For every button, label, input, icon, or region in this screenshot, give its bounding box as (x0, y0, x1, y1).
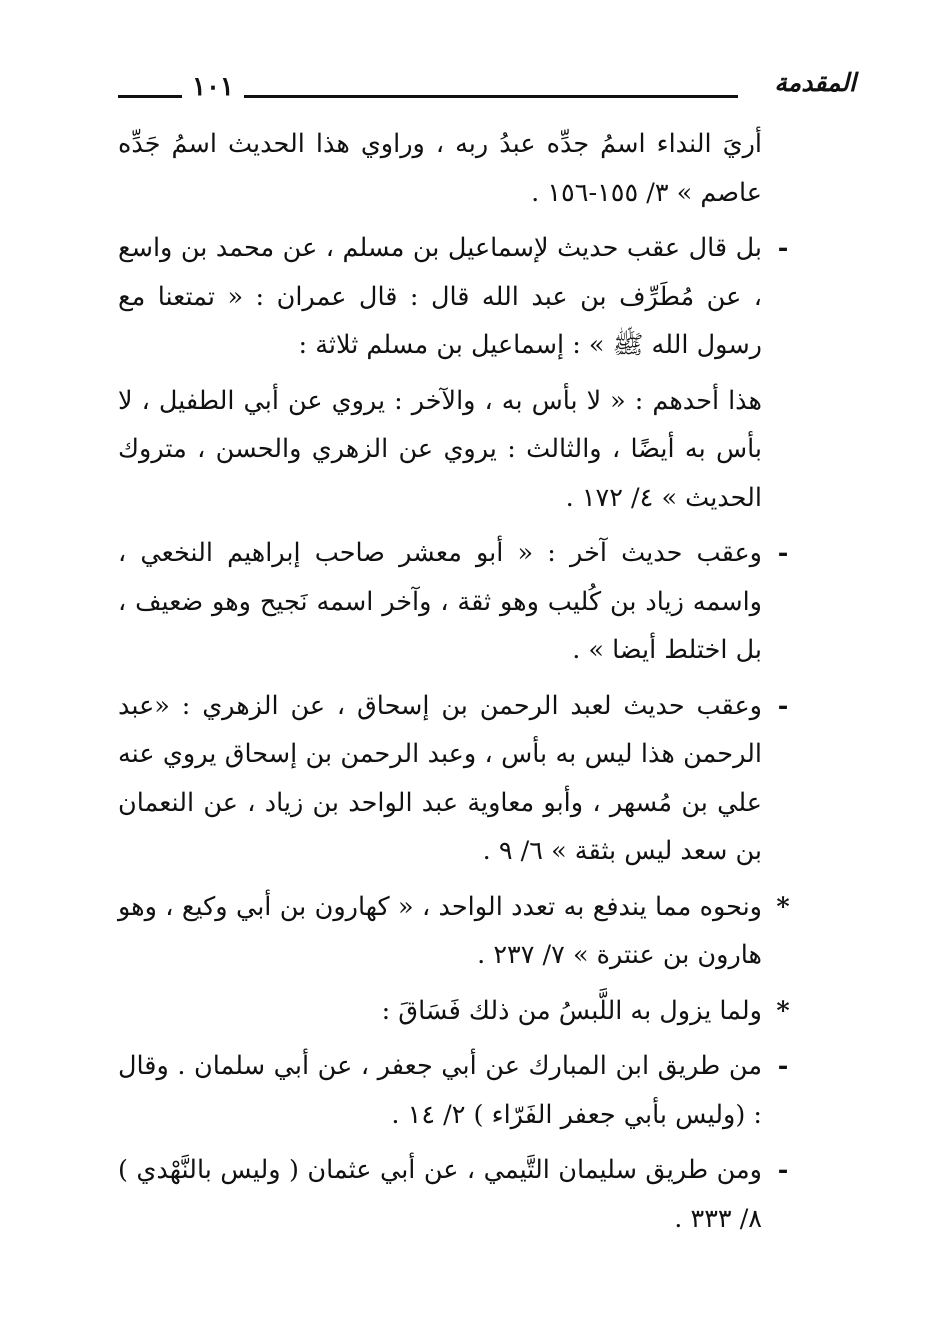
paragraph-text: أريَ النداء اسمُ جدِّه عبدُ ربه ، وراوي هذا الحديث اسمُ جَدِّه عاصم » ٣/ ١٥٥-١٥٦ . (118, 129, 762, 208)
paragraph-text: ونحوه مما يندفع به تعدد الواحد ، « كهارون بن أبي وكيع ، وهو هارون بن عنترة » ٧/ ٢٣٧ . (118, 891, 762, 970)
paragraph-star (118, 883, 798, 980)
page-body (118, 120, 798, 1250)
paragraph-text: وعقب حديث آخر : « أبو معشر صاحب إبراهيم النخعي ، واسمه زياد بن كُليب وهو ثقة ، وآخر اسمه نَجيح وهو ضعيف ، بل اختلط أيضا » . (118, 538, 762, 665)
paragraph-text: ومن طريق سليمان التَّيمي ، عن أبي عثمان ( وليس بالنَّهْدي ) ٨/ ٣٣٣ . (118, 1155, 762, 1234)
paragraph-dash (118, 1146, 798, 1243)
dash-marker: - (777, 690, 789, 721)
paragraph-dash (118, 529, 798, 675)
paragraph-text: وعقب حديث لعبد الرحمن بن إسحاق ، عن الزهري : «عبد الرحمن هذا ليس به بأس ، وعبد الرحمن بن إسحاق يروي عنه علي بن مُسهر ، وأبو معاوية عبد الواحد بن زياد ، عن النعمان بن سعد ليس بثقة » ٦/ ٩ . (118, 690, 762, 866)
paragraph-text: من طريق ابن المبارك عن أبي جعفر ، عن أبي سلمان . وقال : (وليس بأبي جعفر الفَرّاء ) ٢/ ١٤ . (118, 1051, 762, 1130)
star-marker: * (776, 995, 790, 1026)
paragraph-dash (118, 682, 798, 876)
paragraph-continuation (118, 120, 798, 217)
page-header (118, 68, 856, 108)
paragraph-star (118, 987, 798, 1036)
dash-marker: - (777, 1051, 789, 1081)
dash-marker: - (777, 233, 789, 263)
dash-marker: - (777, 1155, 789, 1185)
paragraph-text: بل قال عقب حديث لإسماعيل بن مسلم ، عن محمد بن واسع ، عن مُطَرِّف بن عبد الله قال : قال عمران : « تمتعنا مع رسول الله ﷺ » : إسماعيل بن مسلم ثلاثة : (118, 233, 762, 360)
paragraph-continuation (118, 377, 798, 523)
dash-marker: - (777, 538, 789, 568)
star-marker: * (776, 891, 790, 922)
paragraph-text: هذا أحدهم : « لا بأس به ، والآخر : يروي عن أبي الطفيل ، لا بأس به أيضًا ، والثالث : يروي عن الزهري والحسن ، متروك الحديث » ٤/ ١٧٢ . (118, 385, 762, 513)
section-title: المقدمة (774, 68, 856, 97)
page-number: ١٠١ (182, 72, 244, 102)
paragraph-dash (118, 1042, 798, 1139)
paragraph-text: ولما يزول به اللَّبسُ من ذلك فَسَاقَ : (381, 995, 762, 1026)
paragraph-dash (118, 224, 798, 370)
